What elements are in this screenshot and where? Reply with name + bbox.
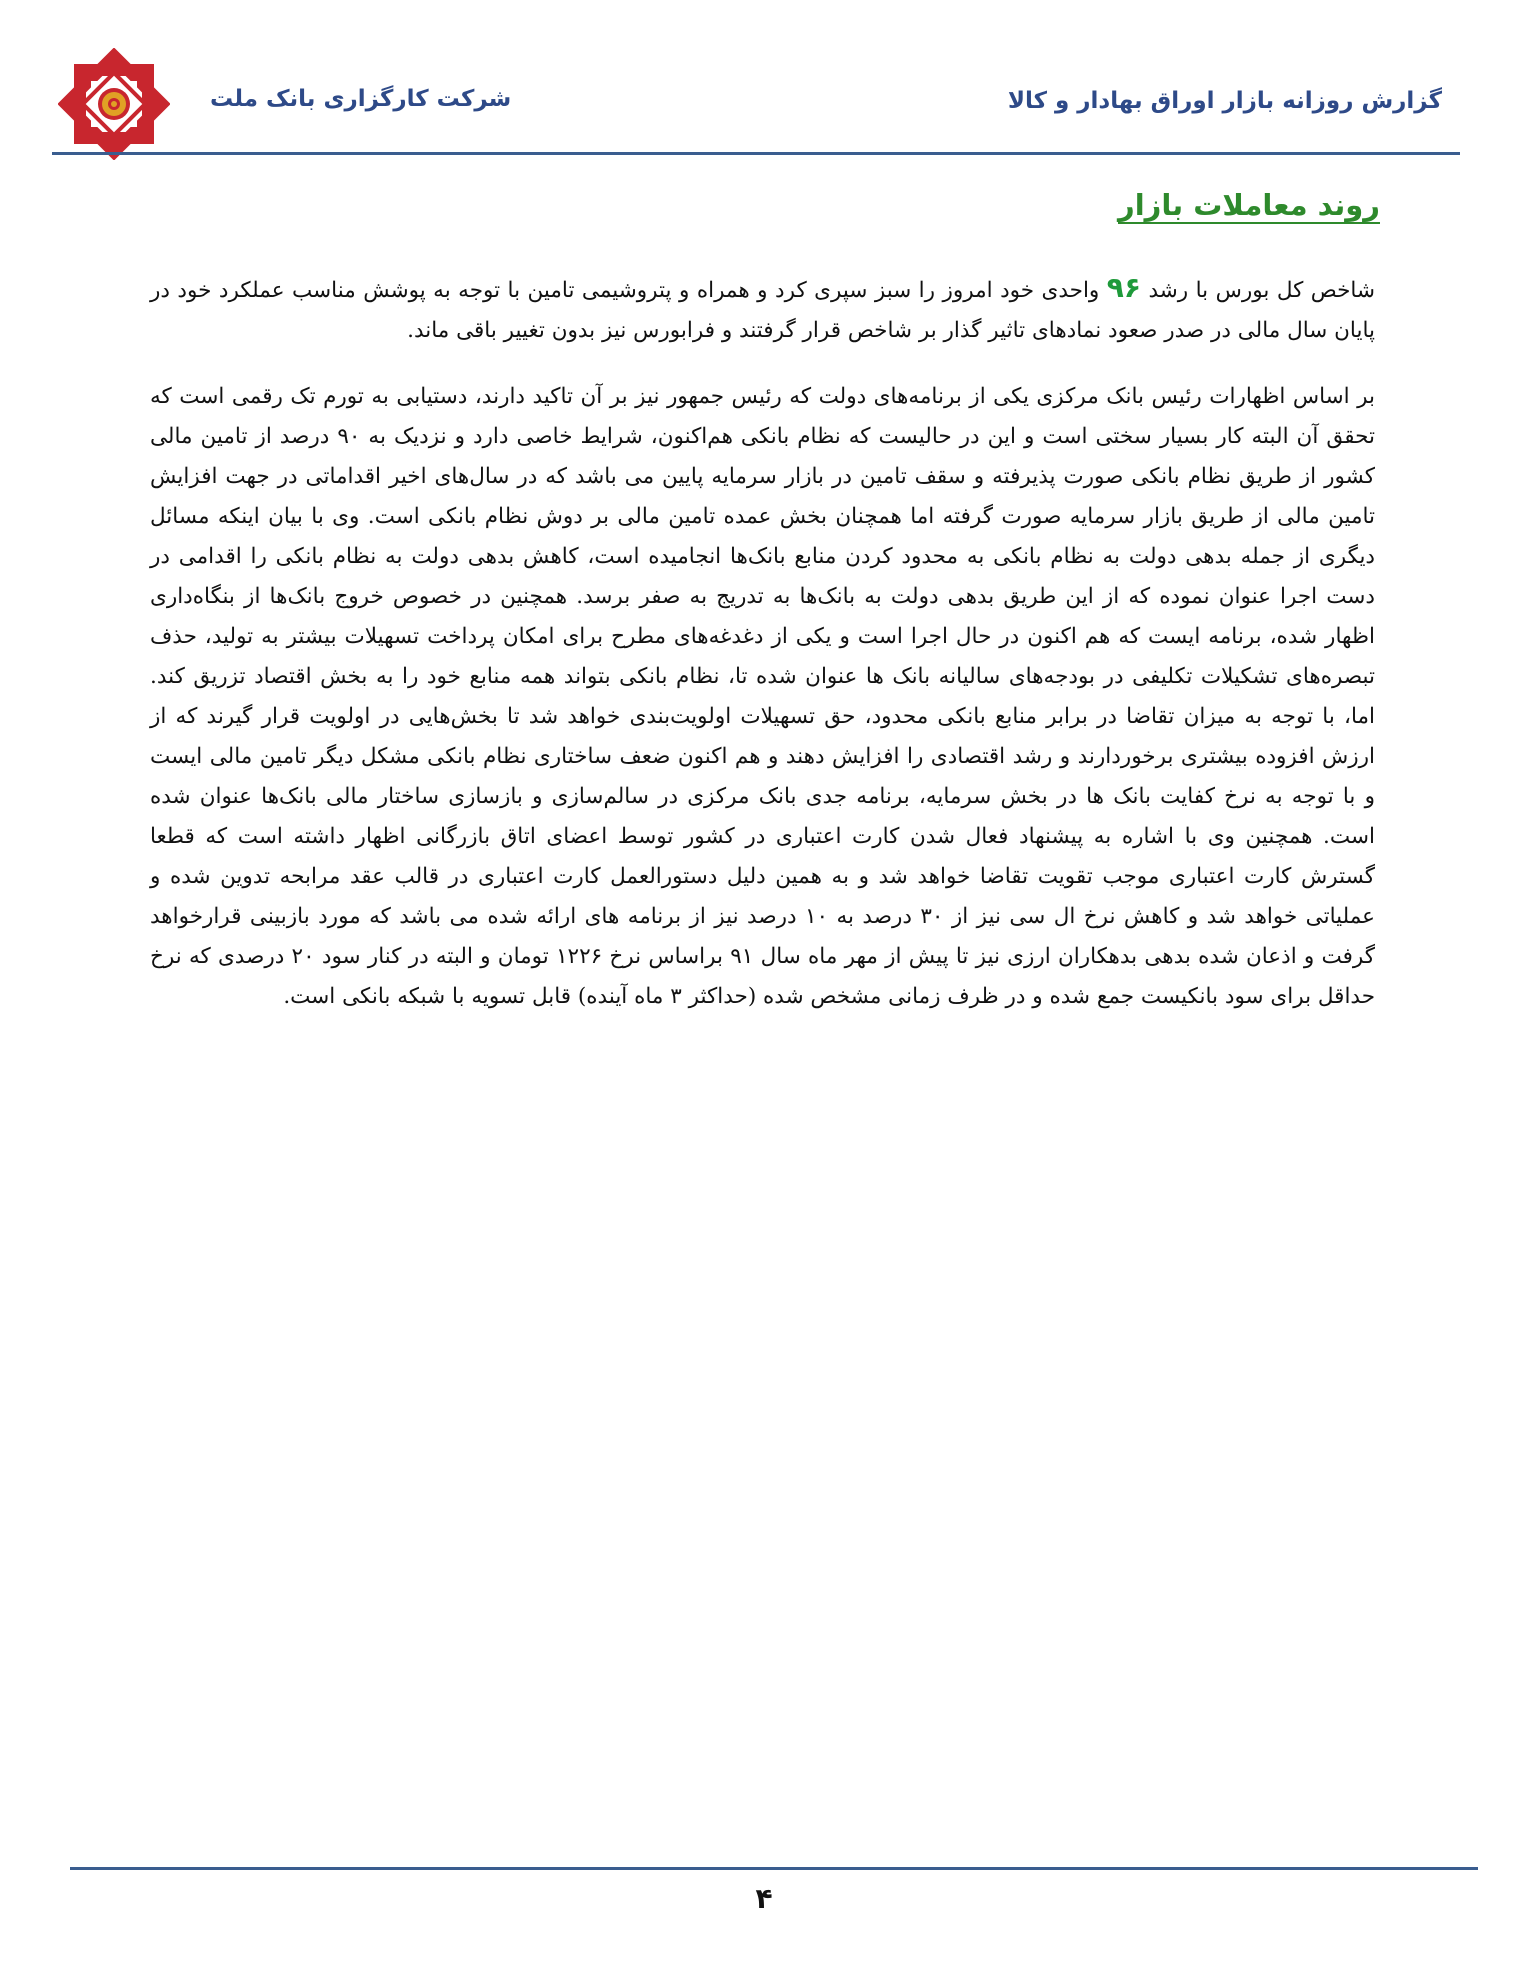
- paragraph-2: بر اساس اظهارات رئیس بانک مرکزی یکی از برنامه‌های دولت که رئیس جمهور نیز بر آن تاکید دارند، دستیابی به تورم تک رقمی است که تحقق آن البته کار بسیار سختی است و این در حالیست که نظام بانکی هم‌اکنون، شرایط خاصی دارد و نزدیک به ۹۰ درصد از تامین مالی کشور از طریق نظام بانکی صورت پذیرفته و سقف تامین در بازار سرمایه پایین می باشد که در سال‌های اخیر اقداماتی در جهت افزایش تامین مالی از طریق بازار سرمایه صورت گرفته اما همچنان بخش عمده تامین مالی بر دوش نظام بانکی است. وی با بیان اینکه مسائل دیگری از جمله بدهی دولت به نظام بانکی به محدود کردن منابع بانک‌ها انجامیده است، کاهش بدهی دولت به نظام بانکی را اقدامی در دست اجرا عنوان نموده که از این طریق بدهی دولت به بانک‌ها به تدریج به صفر برسد. همچنین در خصوص خروج بانک‌ها از بنگاه‌داری اظهار شده، برنامه ایست که هم اکنون در حال اجرا است و یکی از دغدغه‌های مطرح برای امکان پرداخت تسهیلات بیشتر به تولید، حذف تبصره‌های تشکیلات تکلیفی در بودجه‌های سالیانه بانک ها عنوان شده تا، نظام بانکی بتواند همه منابع خود را به بخش اقتصاد تزریق کند. اما، با توجه به میزان تقاضا در برابر منابع بانکی محدود، حق تسهیلات اولویت‌بندی خواهد شد تا بخش‌هایی در اولویت قرار گیرند که از ارزش افزوده بیشتری برخوردارند و رشد اقتصادی را افزایش دهند و هم اکنون ضعف ساختاری نظام بانکی مشکل دیگر تامین مالی ایست و با توجه به نرخ کفایت بانک ها در بخش سرمایه، برنامه جدی بانک مرکزی در سالم‌سازی و بازسازی ساختار مالی بانک‌ها عنوان شده است. همچنین وی با اشاره به پیشنهاد فعال شدن کارت اعتباری در کشور توسط اعضای اتاق بازرگانی اظهار داشته است که قطعا گسترش کارت اعتباری موجب تقویت تقاضا خواهد شد و به همین دلیل دستورالعمل کارت اعتباری در قالب عقد مرابحه تدوین شده و عملیاتی خواهد شد و کاهش نرخ ال سی نیز از ۳۰ درصد به ۱۰ درصد نیز از برنامه های ارائه شده می باشد که مورد بازبینی قرارخواهد گرفت و اذعان شده بدهی بدهکاران ارزی نیز تا پیش از مهر ماه سال ۹۱ براساس نرخ ۱۲۲۶ تومان و البته در کنار سود ۲۰ درصدی که نرخ حداقل برای سود بانکیست جمع شده و در ظرف زمانی مشخص شده (حداکثر ۳ ماه آینده) قابل تسویه با شبکه بانکی است.: [150, 384, 1376, 1009]
- paragraph-1-part-2: واحدی خود امروز را سبز سپری کرد و همراه و پتروشیمی تامین با توجه به پوشش مناسب عملکرد خود در پایان سال مالی در صدر صعود نمادهای تاثیر گذار بر شاخص قرار گرفتند و فرابورس نیز بدون تغییر باقی ماند.: [150, 278, 1375, 343]
- footer-divider: [70, 1867, 1478, 1870]
- page-number: ۴: [755, 1882, 773, 1915]
- index-growth-value: ۹۶: [1106, 271, 1141, 304]
- paragraph-1: [150, 268, 1375, 351]
- report-title: گزارش روزانه بازار اوراق بهادار و کالا: [1007, 88, 1442, 114]
- paragraph-1-part-1: شاخص کل بورس با رشد: [1140, 278, 1376, 303]
- company-name: شرکت کارگزاری بانک ملت: [210, 86, 512, 112]
- article-body: [150, 268, 1375, 1017]
- header-divider: [52, 152, 1460, 155]
- section-title: روند معاملات بازار: [1118, 188, 1380, 222]
- bank-mellat-logo-icon: [58, 48, 170, 160]
